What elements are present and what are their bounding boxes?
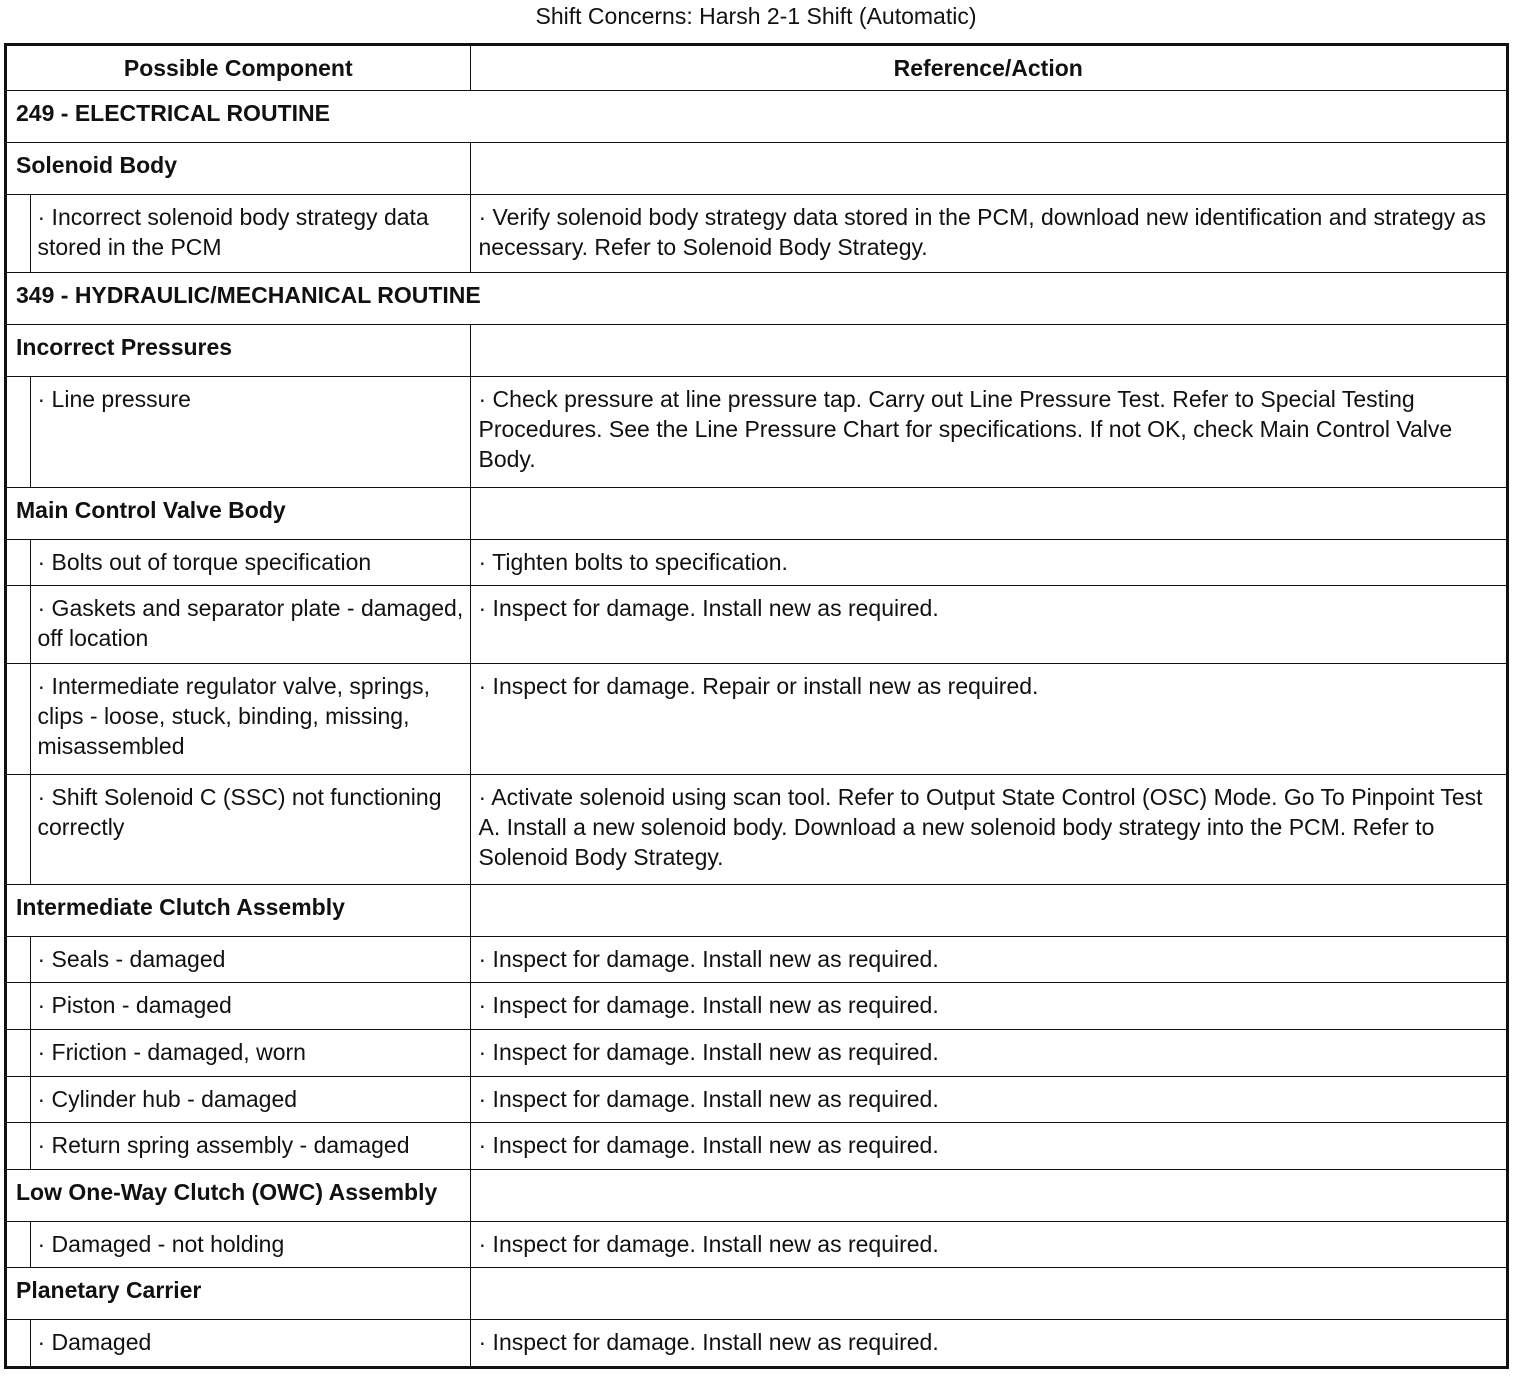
action-cell: · Inspect for damage. Install new as required. <box>470 936 1506 983</box>
section-title: 249 - ELECTRICAL ROUTINE <box>7 91 1506 143</box>
action-cell: · Inspect for damage. Install new as required. <box>470 1029 1506 1076</box>
table-row <box>7 936 1506 983</box>
indent-cell <box>7 539 30 586</box>
table-row <box>7 1123 1506 1170</box>
indent-cell <box>7 936 30 983</box>
indent-cell <box>7 1320 30 1366</box>
group-action-cell <box>470 1268 1506 1320</box>
diagnostic-table <box>7 46 1506 1366</box>
group-row <box>7 143 1506 195</box>
column-header-component: Possible Component <box>7 46 470 91</box>
table-row <box>7 664 1506 774</box>
component-group-name: Low One-Way Clutch (OWC) Assembly <box>7 1169 470 1221</box>
group-row <box>7 1268 1506 1320</box>
component-cell: · Cylinder hub - damaged <box>30 1076 470 1123</box>
component-cell: · Piston - damaged <box>30 983 470 1030</box>
group-action-cell <box>470 487 1506 539</box>
table-row <box>7 1076 1506 1123</box>
component-cell: · Return spring assembly - damaged <box>30 1123 470 1170</box>
action-cell: · Inspect for damage. Install new as required. <box>470 1221 1506 1268</box>
indent-cell <box>7 586 30 664</box>
group-row <box>7 325 1506 377</box>
component-cell: · Shift Solenoid C (SSC) not functioning correctly <box>30 774 470 884</box>
table-header-row <box>7 46 1506 91</box>
component-cell: · Line pressure <box>30 377 470 487</box>
indent-cell <box>7 377 30 487</box>
component-group-name: Solenoid Body <box>7 143 470 195</box>
table-row <box>7 1221 1506 1268</box>
group-row <box>7 1169 1506 1221</box>
action-cell: · Inspect for damage. Install new as required. <box>470 1123 1506 1170</box>
table-row <box>7 377 1506 487</box>
indent-cell <box>7 1076 30 1123</box>
diagnostic-table-frame <box>4 43 1509 1369</box>
table-row <box>7 539 1506 586</box>
action-cell: · Inspect for damage. Install new as required. <box>470 586 1506 664</box>
table-row <box>7 1320 1506 1366</box>
component-cell: · Bolts out of torque specification <box>30 539 470 586</box>
indent-cell <box>7 774 30 884</box>
column-header-action: Reference/Action <box>470 46 1506 91</box>
component-cell: · Damaged <box>30 1320 470 1366</box>
indent-cell <box>7 1123 30 1170</box>
action-cell: · Tighten bolts to specification. <box>470 539 1506 586</box>
component-cell: · Gaskets and separator plate - damaged, off location <box>30 586 470 664</box>
action-cell: · Inspect for damage. Install new as required. <box>470 1320 1506 1366</box>
group-row <box>7 487 1506 539</box>
group-action-cell <box>470 325 1506 377</box>
action-cell: · Inspect for damage. Install new as required. <box>470 1076 1506 1123</box>
table-row <box>7 586 1506 664</box>
component-cell: · Damaged - not holding <box>30 1221 470 1268</box>
table-row <box>7 774 1506 884</box>
document-title: Shift Concerns: Harsh 2-1 Shift (Automatic) <box>535 3 977 29</box>
action-cell: · Inspect for damage. Repair or install new as required. <box>470 664 1506 774</box>
indent-cell <box>7 1221 30 1268</box>
table-row <box>7 195 1506 273</box>
component-cell: · Intermediate regulator valve, springs, clips - loose, stuck, binding, missing, misassembled <box>30 664 470 774</box>
action-cell: · Verify solenoid body strategy data stored in the PCM, download new identification and strategy as necessary. Refer to Solenoid Body Strategy. <box>470 195 1506 273</box>
table-row <box>7 1029 1506 1076</box>
action-cell: · Activate solenoid using scan tool. Refer to Output State Control (OSC) Mode. Go To Pinpoint Test A. Install a new solenoid body. Download a new solenoid body strategy into the PCM. Refer to Solenoid Body Strategy. <box>470 774 1506 884</box>
component-cell: · Friction - damaged, worn <box>30 1029 470 1076</box>
indent-cell <box>7 195 30 273</box>
section-title: 349 - HYDRAULIC/MECHANICAL ROUTINE <box>7 273 1506 325</box>
action-cell: · Check pressure at line pressure tap. Carry out Line Pressure Test. Refer to Special Testing Procedures. See the Line Pressure Chart for specifications. If not OK, check Main Control Valve Body. <box>470 377 1506 487</box>
component-group-name: Incorrect Pressures <box>7 325 470 377</box>
section-row <box>7 91 1506 143</box>
component-cell: · Seals - damaged <box>30 936 470 983</box>
action-cell: · Inspect for damage. Install new as required. <box>470 983 1506 1030</box>
component-group-name: Intermediate Clutch Assembly <box>7 884 470 936</box>
indent-cell <box>7 1029 30 1076</box>
indent-cell <box>7 983 30 1030</box>
section-row <box>7 273 1506 325</box>
component-group-name: Main Control Valve Body <box>7 487 470 539</box>
component-group-name: Planetary Carrier <box>7 1268 470 1320</box>
indent-cell <box>7 664 30 774</box>
component-cell: · Incorrect solenoid body strategy data stored in the PCM <box>30 195 470 273</box>
group-row <box>7 884 1506 936</box>
table-row <box>7 983 1506 1030</box>
group-action-cell <box>470 1169 1506 1221</box>
group-action-cell <box>470 884 1506 936</box>
group-action-cell <box>470 143 1506 195</box>
